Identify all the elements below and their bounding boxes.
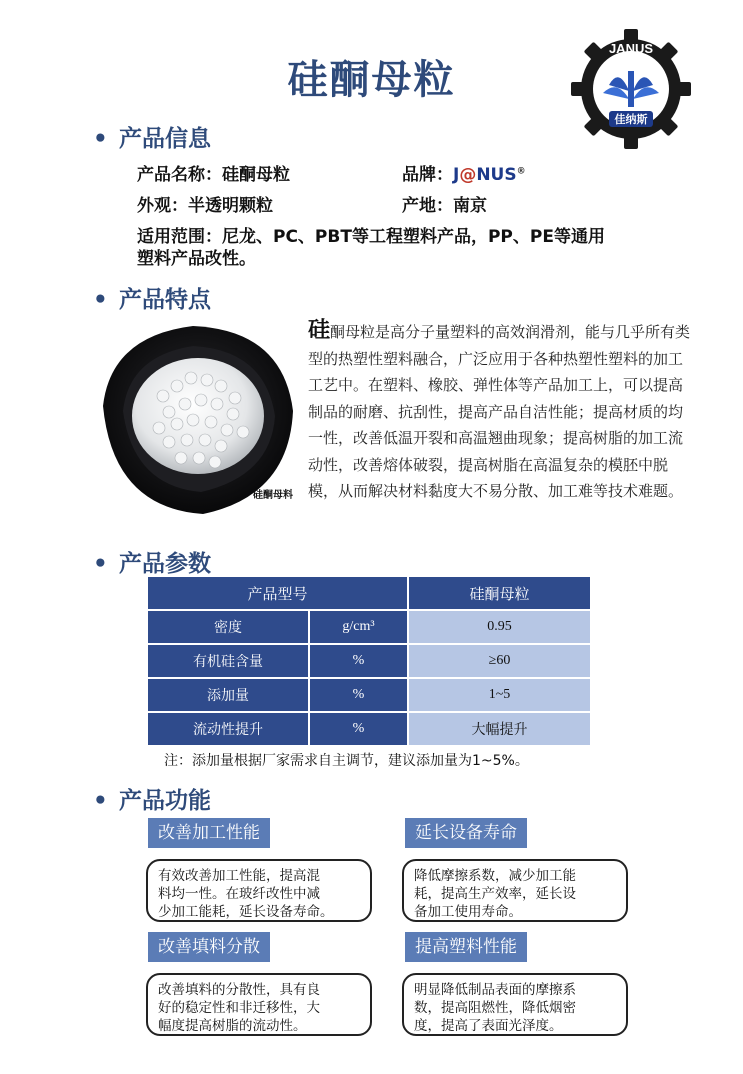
table-note: 注：添加量根据厂家需求自主调节，建议添加量为1~5%。	[164, 753, 529, 769]
table-row	[148, 713, 590, 745]
function-title-filler: 改善填料分散	[148, 932, 270, 962]
table-cell: 1~5	[409, 679, 590, 711]
function-text-line: 改善填料的分散性，具有良	[158, 982, 320, 998]
product-origin: 产地：南京	[402, 196, 487, 216]
logo-text-top: JANUS	[608, 41, 654, 56]
table-cell: g/cm³	[310, 611, 407, 643]
product-photo	[93, 316, 298, 520]
product-scope-line1: 适用范围：尼龙、PC、PBT等工程塑料产品，PP、PE等通用	[137, 227, 605, 247]
section-heading-params: • 产品参数	[93, 551, 211, 577]
janus-logo	[569, 27, 693, 151]
function-text-line: 数，提高阻燃性，降低烟密	[414, 1000, 576, 1016]
bullet-icon: •	[93, 126, 108, 152]
table-header-product: 硅酮母粒	[409, 577, 590, 609]
table-cell: 流动性提升	[148, 713, 308, 745]
function-text-line: 耗，提高生产效率，延长设	[414, 886, 576, 902]
table-cell: 大幅提升	[409, 713, 590, 745]
section-heading-features: • 产品特点	[93, 287, 211, 313]
table-row	[148, 679, 590, 711]
function-title-processing: 改善加工性能	[148, 818, 270, 848]
function-box-filler	[146, 973, 372, 1036]
page-title: 硅酮母粒	[287, 57, 456, 103]
section-heading-info: • 产品信息	[93, 126, 211, 152]
table-cell: %	[310, 713, 407, 745]
function-text-line: 好的稳定性和非迁移性，大	[158, 1000, 320, 1016]
table-row	[148, 645, 590, 677]
logo-text-bottom: 佳纳斯	[614, 113, 648, 126]
function-box-plastic	[402, 973, 628, 1036]
function-text-line: 有效改善加工性能，提高混	[158, 868, 320, 884]
product-brand: 品牌：J@NUS®	[402, 165, 526, 185]
product-name: 产品名称：硅酮母粒	[137, 165, 290, 185]
section-heading-functions: • 产品功能	[93, 788, 211, 814]
function-title-plastic: 提高塑料性能	[405, 932, 527, 962]
function-text-line: 料均一性。在玻纤改性中减	[158, 886, 320, 902]
table-cell: 有机硅含量	[148, 645, 308, 677]
table-header-row	[148, 577, 590, 609]
product-appearance: 外观：半透明颗粒	[137, 196, 273, 216]
params-table	[146, 575, 592, 747]
function-text-line: 度，提高了表面光泽度。	[414, 1018, 563, 1034]
function-text-line: 备加工使用寿命。	[414, 904, 522, 920]
function-text-line: 明显降低制品表面的摩擦系	[414, 982, 576, 998]
table-cell: 添加量	[148, 679, 308, 711]
function-title-equipment: 延长设备寿命	[405, 818, 527, 848]
function-box-equipment	[402, 859, 628, 922]
product-description: 硅酮母粒是高分子量塑料的高效润滑剂，能与几乎所有类型的热塑性塑料融合，广泛应用于各种热塑性塑料的加工工艺中。在塑料、橡胶、弹性体等产品加工上，可以提高制品的耐磨、抗刮性，提高产品自洁性能；提高材质的均一性，改善低温开裂和高温翘曲现象；提高树脂的加工流动性，改善熔体破裂，提高树脂在高温复杂的模胚中脱模，从而解决材料黏度大不易分散、加工难等技术难题。	[308, 318, 691, 500]
table-cell: 密度	[148, 611, 308, 643]
function-text-line: 降低摩擦系数，减少加工能	[414, 868, 576, 884]
table-cell: %	[310, 679, 407, 711]
product-scope-line2: 塑料产品改性。	[137, 249, 256, 269]
function-text-line: 幅度提高树脂的流动性。	[158, 1018, 307, 1034]
table-cell: 0.95	[409, 611, 590, 643]
photo-caption: 硅酮母料	[253, 490, 293, 501]
function-box-processing	[146, 859, 372, 922]
brand-logo: J@NUS®	[453, 165, 526, 185]
table-header-model: 产品型号	[148, 577, 407, 609]
table-cell: %	[310, 645, 407, 677]
table-cell: ≥60	[409, 645, 590, 677]
function-text-line: 少加工能耗，延长设备寿命。	[158, 904, 334, 920]
table-row	[148, 611, 590, 643]
